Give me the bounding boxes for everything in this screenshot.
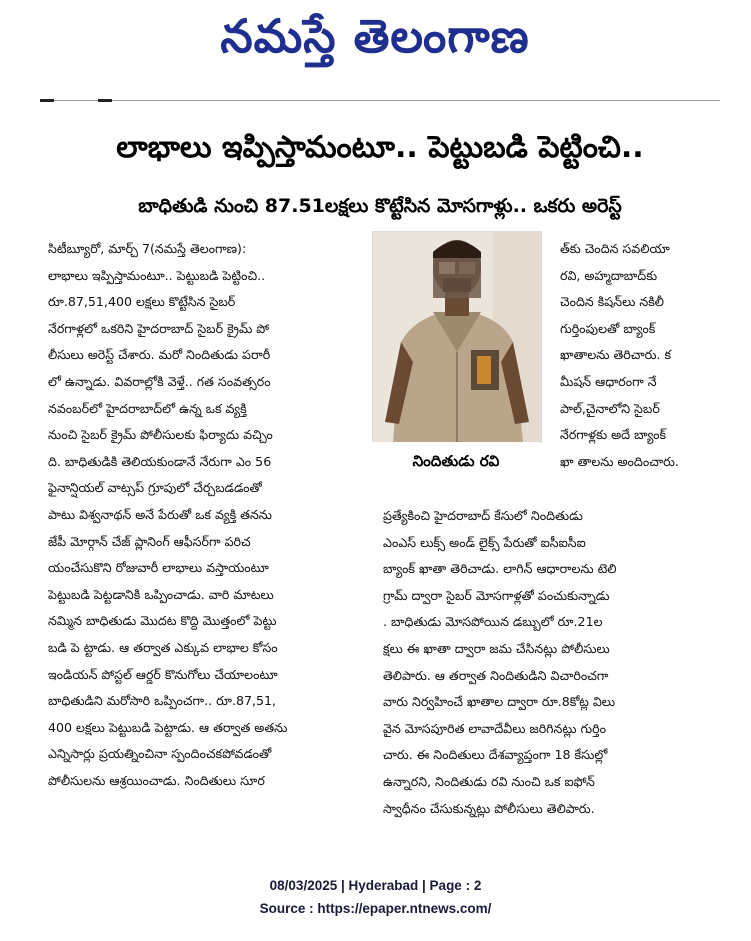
text-line: బ్యాంక్ ఖాతా తెరిచాడు. లాగిన్ ఆధారాలను టెలి [383,561,617,577]
text-line: . బాధితుడు మోసపోయిన డబ్బులో రూ.21ల [383,614,603,630]
text-line: జేపీ మోర్గాన్ చేజ్ ప్లానింగ్ ఆఫీసర్‌గా పరిచ [48,533,251,549]
text-line: త్‌కు చెందిన సవలియా [560,241,670,256]
accused-photo [372,231,542,443]
text-line: మీషన్ ఆధారంగా నే [560,373,657,389]
text-line: చారు. ఈ నిందితులు దేశవ్యాప్తంగా 18 కేసుల్లో [383,747,608,763]
article-subheadline: బాధితుడి నుంచి 87.51లక్షలు కొట్టేసిన మోసగాళ్లు.. ఒకరు అరెస్ట్ [138,195,622,217]
text-line: రూ.87,51,400 లక్షలు కొట్టేసిన సైబర్ [48,294,236,310]
text-line: ప్రత్యేకించి హైదరాబాద్ కేసులో నిందితుడు [383,508,583,523]
text-line: స్వాధీనం చేసుకున్నట్లు పోలీసులు తెలిపారు. [383,800,595,816]
text-line: బడి పె ట్టాడు. ఆ తర్వాత ఎక్కువ లాభాల కోసం [48,639,278,655]
text-line: నేరగాళ్లలో ఒకరిని హైదరాబాద్ సైబర్ క్రైమ్ పో [48,320,270,336]
text-line: చెందిన కిషన్‌లు నకిలీ [560,294,665,310]
person-photo-illustration [373,232,541,442]
text-line: ఖా తాలను అందించారు. [560,453,679,469]
text-line: ఎన్నిసార్లు ప్రయత్నించినా స్పందించకపోవడంతో [48,746,272,762]
right-column-top [560,236,720,475]
text-line: నుంచి సైబర్ క్రైమ్ పోలీసులకు ఫిర్యాదు వచ్చిం [48,427,273,443]
text-line: వారు నిర్వహించే ఖాతాల ద్వారా రూ.8కోట్ల విలు [383,694,616,710]
text-line: 400 లక్షలు పెట్టుబడి పెట్టాడు. ఆ తర్వాత అతను [48,719,288,735]
text-line: ఇండియన్ పోస్టల్ ఆర్డర్ కొనుగోలు చేయాలంటూ [48,666,278,682]
footer-date-line: 08/03/2025 | Hyderabad | Page : 2 [269,878,482,893]
text-line: ది. బాధితుడికి తెలియకుండానే నేరుగా ఎం 56 [48,453,272,469]
text-line: గుర్తింపులతో బ్యాంక్ [560,320,656,336]
left-column [48,236,362,794]
text-line: సిటీబ్యూరో, మార్చ్ 7(నమస్తే తెలంగాణ): [48,241,247,256]
text-line: పోలీసులను ఆశ్రయించాడు. నిందితులు సూర [48,772,265,788]
text-line: గ్రామ్ ద్వారా సైబర్ మోసగాళ్లతో పంచుకున్నాడు [383,587,610,603]
column-marks [40,99,720,103]
text-line: రవి, అహ్మదాబాద్‌కు [560,267,658,283]
text-line: ఖాతాలను తెరిచారు. క [560,347,672,363]
text-line: నేరగాళ్లకు అదే బ్యాంక్ [560,427,667,443]
text-line: క్షలు ఈ ఖాతా ద్వారా జమ చేసినట్లు పోలీసులు [383,640,610,656]
text-line: లో ఉన్నాడు. వివరాల్లోకి వెళ్తే.. గత సంవత్సరం [48,373,271,389]
article-headline: లాభాలు ఇప్పిస్తామంటూ.. పెట్టుబడి పెట్టించి.. [116,130,644,165]
footer-source-line: Source : https://epaper.ntnews.com/ [259,901,492,916]
text-line: ఉన్నారని, నిందితుడు రవి నుంచి ఒక ఐఫోన్ [383,773,595,789]
text-line: తెలిపారు. ఆ తర్వాత నిందితుడిని విచారించగా [383,667,609,683]
text-line: ఫైనాన్షియల్ వాట్సప్ గ్రూపులో చేర్చబడడంతో [48,480,262,496]
text-line: లాభాలు ఇప్పిస్తామంటూ.. పెట్టుబడి పెట్టించి.. [48,267,266,283]
text-line: లీసులు అరెస్ట్ చేశారు. మరో నిందితుడు పరారీ [48,347,271,363]
text-line: నవంబర్‌లో హైదరాబాద్‌లో ఉన్న ఒక వ్యక్తి [48,400,247,416]
photo-caption: నిందితుడు రవి [372,442,540,480]
masthead-logo: నమస్తే తెలంగాణ [220,9,530,63]
text-line: పెట్టుబడి పెట్టడానికి ఒప్పించాడు. వారి మాటలు [48,586,274,602]
text-line: ఎంఎస్ లుక్స్ అండ్ లైక్స్ పేరుతో ఐసీఐసీఐ [383,534,586,550]
right-column-bottom [383,503,728,822]
text-line: వైన మోసపూరిత లావాదేవీలు జరిగినట్లు గుర్తిం [383,720,606,736]
text-line: బాధితుడిని మరోసారి ఒప్పించగా.. రూ.87,51, [48,693,277,709]
text-line: పాల్,చైనాలోని సైబర్ [560,400,660,416]
text-line: నమ్మిన బాధితుడు మొదట కొద్ది మొత్తంలో పెట్టు [48,613,277,629]
text-line: యంచేసుకొని రోజువారీ లాభాలు వస్తాయంటూ [48,560,269,576]
text-line: పాటు విశ్వనాథన్ అనే పేరుతో ఒక వ్యక్తి తనను [48,506,273,522]
